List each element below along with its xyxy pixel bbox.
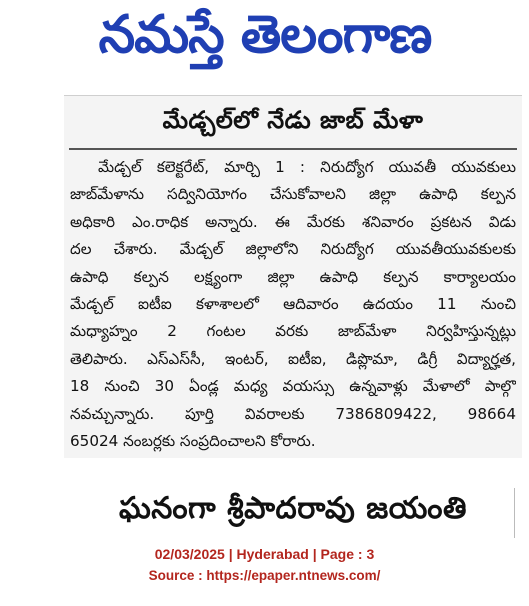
column-divider [514,488,515,538]
article-body [70,154,516,455]
article-line: అధికారి ఎం.రాధిక అన్నారు. ఈ మేరకు శనివారం ప్రకటన విడు [70,212,516,231]
article-line: దల చేశారు. మేడ్చల్‌ జిల్లాలోని నిరుద్యోగ యువతీయువకులకు [70,240,516,259]
article-headline: మేడ్చల్‌లో నేడు జాబ్‌ మేళా [162,106,424,134]
article-line: 65024 నంబర్లకు సంప్రదించాలని కోరారు. [70,432,316,451]
article-clipping [64,95,522,458]
next-article-headline: ఘనంగా శ్రీపాదరావు జయంతి [119,491,467,526]
footer-source-link[interactable]: Source : https://epaper.ntnews.com/ [148,568,381,583]
article-line: నవచ్చున్నారు. పూర్తి వివరాలకు 7386809422, 98664 [70,404,516,423]
article-line: 18 నుంచి 30 ఏండ్ల మధ్య వయస్సు ఉన్నవాళ్లు మేళాలో పాల్గొ [70,377,516,396]
article-line: జాబ్‌మేళాను సద్వినియోగం చేసుకోవాలని జిల్లా ఉపాధి కల్పన [70,185,516,204]
article-line: ఉపాధి కల్పన లక్ష్యంగా జిల్లా ఉపాధి కల్పన కార్యాలయం [70,267,516,286]
headline-divider [69,148,517,150]
article-line: తెలిపారు. ఎస్‌ఎస్‌సీ, ఇంటర్‌, ఐటీఐ, డిప్లొమా, డిగ్రీ విద్యార్హత, [70,349,516,368]
article-line: మేడ్చల్‌ ఐటీఐ కళాశాలలో ఆదివారం ఉదయం 11 నుంచి [70,295,516,314]
article-line: మధ్యాహ్నం 2 గంటల వరకు జాబ్‌మేళా నిర్వహిస్తున్నట్లు [70,322,516,341]
newspaper-masthead [60,0,470,82]
footer-date-location: 02/03/2025 | Hyderabad | Page : 3 [154,546,375,562]
article-line: మేడ్చల్‌ కలెక్టరేట్‌, మార్చి 1 : నిరుద్యోగ యువతీ యువకులు [98,158,516,176]
masthead-title: నమస్తే తెలంగాణ [98,4,432,65]
